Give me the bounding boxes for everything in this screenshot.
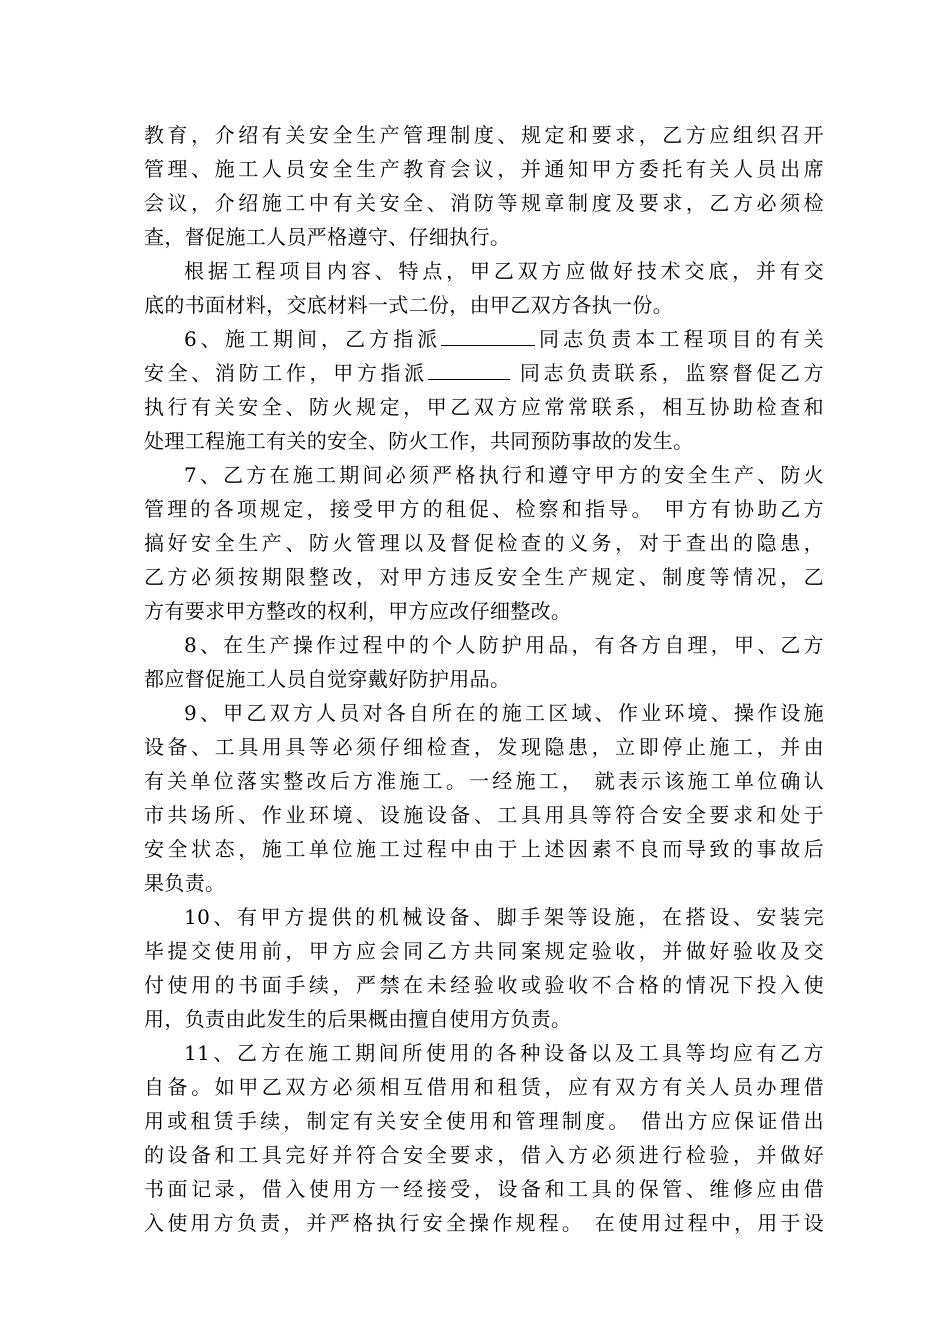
text-line: 11、乙方在施工期间所使用的各种设备以及工具等均应有乙方 — [184, 1041, 824, 1065]
text-line: 安全状态，施工单位施工过程中由于上述因素不良而导致的事故后 — [144, 837, 824, 861]
paragraph-item-10 — [144, 900, 824, 1036]
text-line: 乙方必须按期限整改，对甲方违反安全生产规定、制度等情况，乙 — [144, 565, 824, 589]
paragraph-item-8 — [144, 628, 824, 696]
fill-in-blank-party-a-representative[interactable] — [428, 357, 510, 380]
text-line: 教育，介绍有关安全生产管理制度、规定和要求，乙方应组织召开 — [144, 123, 824, 147]
paragraph-item-7 — [144, 458, 824, 628]
text-segment: 6、施工期间，乙方指派 — [184, 327, 442, 351]
text-line: 8、在生产操作过程中的个人防护用品，有各方自理，甲、乙方 — [184, 633, 824, 657]
fill-in-blank-party-b-representative[interactable] — [441, 323, 535, 346]
paragraph-item-11 — [144, 1036, 824, 1240]
text-line: 用，负责由此发生的后果概由擅自使用方负责。 — [144, 1007, 572, 1031]
text-line: 设备、工具用具等必须仔细检查，发现隐患，立即停止施工，并由 — [144, 735, 824, 759]
text-line: 管理的各项规定，接受甲方的租促、检察和指导。 甲方有协助乙方 — [144, 497, 824, 521]
paragraph-item-6 — [144, 322, 824, 458]
text-line: 市共场所、作业环境、设施设备、工具用具等符合安全要求和处于 — [144, 803, 824, 827]
text-line: 底的书面材料，交底材料一式二份，由甲乙双方各执一份。 — [144, 293, 674, 317]
text-segment: 同志负责本工程项目的有关 — [535, 327, 825, 351]
text-line: 果负责。 — [144, 871, 226, 895]
paragraph-education — [144, 118, 824, 254]
text-line — [144, 322, 824, 356]
text-line: 管理、施工人员安全生产教育会议，并通知甲方委托有关人员出席 — [144, 157, 824, 181]
text-line: 都应督促施工人员自觉穿戴好防护用品。 — [144, 667, 511, 691]
text-line: 用或租赁手续，制定有关安全使用和管理制度。 借出方应保证借出 — [144, 1109, 824, 1133]
text-line: 执行有关安全、防火规定，甲乙双方应常常联系，相互协助检查和 — [144, 395, 824, 419]
paragraph-tech-briefing — [144, 254, 824, 322]
text-line: 入使用方负责，并严格执行安全操作规程。 在使用过程中，用于设 — [144, 1211, 824, 1235]
text-line: 毕提交使用前，甲方应会同乙方共同案规定验收，并做好验收及交 — [144, 939, 824, 963]
text-line: 自备。如甲乙双方必须相互借用和租赁，应有双方有关人员办理借 — [144, 1075, 824, 1099]
text-line: 处理工程施工有关的安全、防火工作，共同预防事故的发生。 — [144, 429, 694, 453]
text-segment: 同志负责联系，监察督促乙方 — [509, 361, 825, 385]
text-segment: 安全、消防工作，甲方指派 — [144, 361, 428, 385]
text-line: 9、甲乙双方人员对各自所在的施工区域、作业环境、操作设施 — [184, 701, 824, 725]
text-line: 付使用的书面手续，严禁在未经验收或验收不合格的情况下投入使 — [144, 973, 824, 997]
text-line: 根据工程项目内容、特点，甲乙双方应做好技术交底，并有交 — [184, 259, 824, 283]
text-line: 书面记录，借入使用方一经接受，设备和工具的保管、维修应由借 — [144, 1177, 824, 1201]
text-line: 方有要求甲方整改的权利，甲方应改仔细整改。 — [144, 599, 572, 623]
text-line: 的设备和工具完好并符合安全要求，借入方必须进行检验，并做好 — [144, 1143, 824, 1167]
text-line: 搞好安全生产、防火管理以及督促检查的义务，对于查出的隐患， — [144, 531, 824, 555]
text-line: 7、乙方在施工期间必须严格执行和遵守甲方的安全生产、防火 — [184, 463, 824, 487]
text-line: 会议，介绍施工中有关安全、消防等规章制度及要求，乙方必须检 — [144, 191, 824, 215]
text-line: 10、有甲方提供的机械设备、脚手架等设施，在搭设、安装完 — [184, 905, 824, 929]
text-line: 有关单位落实整改后方准施工。一经施工， 就表示该施工单位确认 — [144, 769, 824, 793]
text-line — [144, 356, 824, 390]
paragraph-item-9 — [144, 696, 824, 900]
text-line: 查，督促施工人员严格遵守、仔细执行。 — [144, 225, 511, 249]
